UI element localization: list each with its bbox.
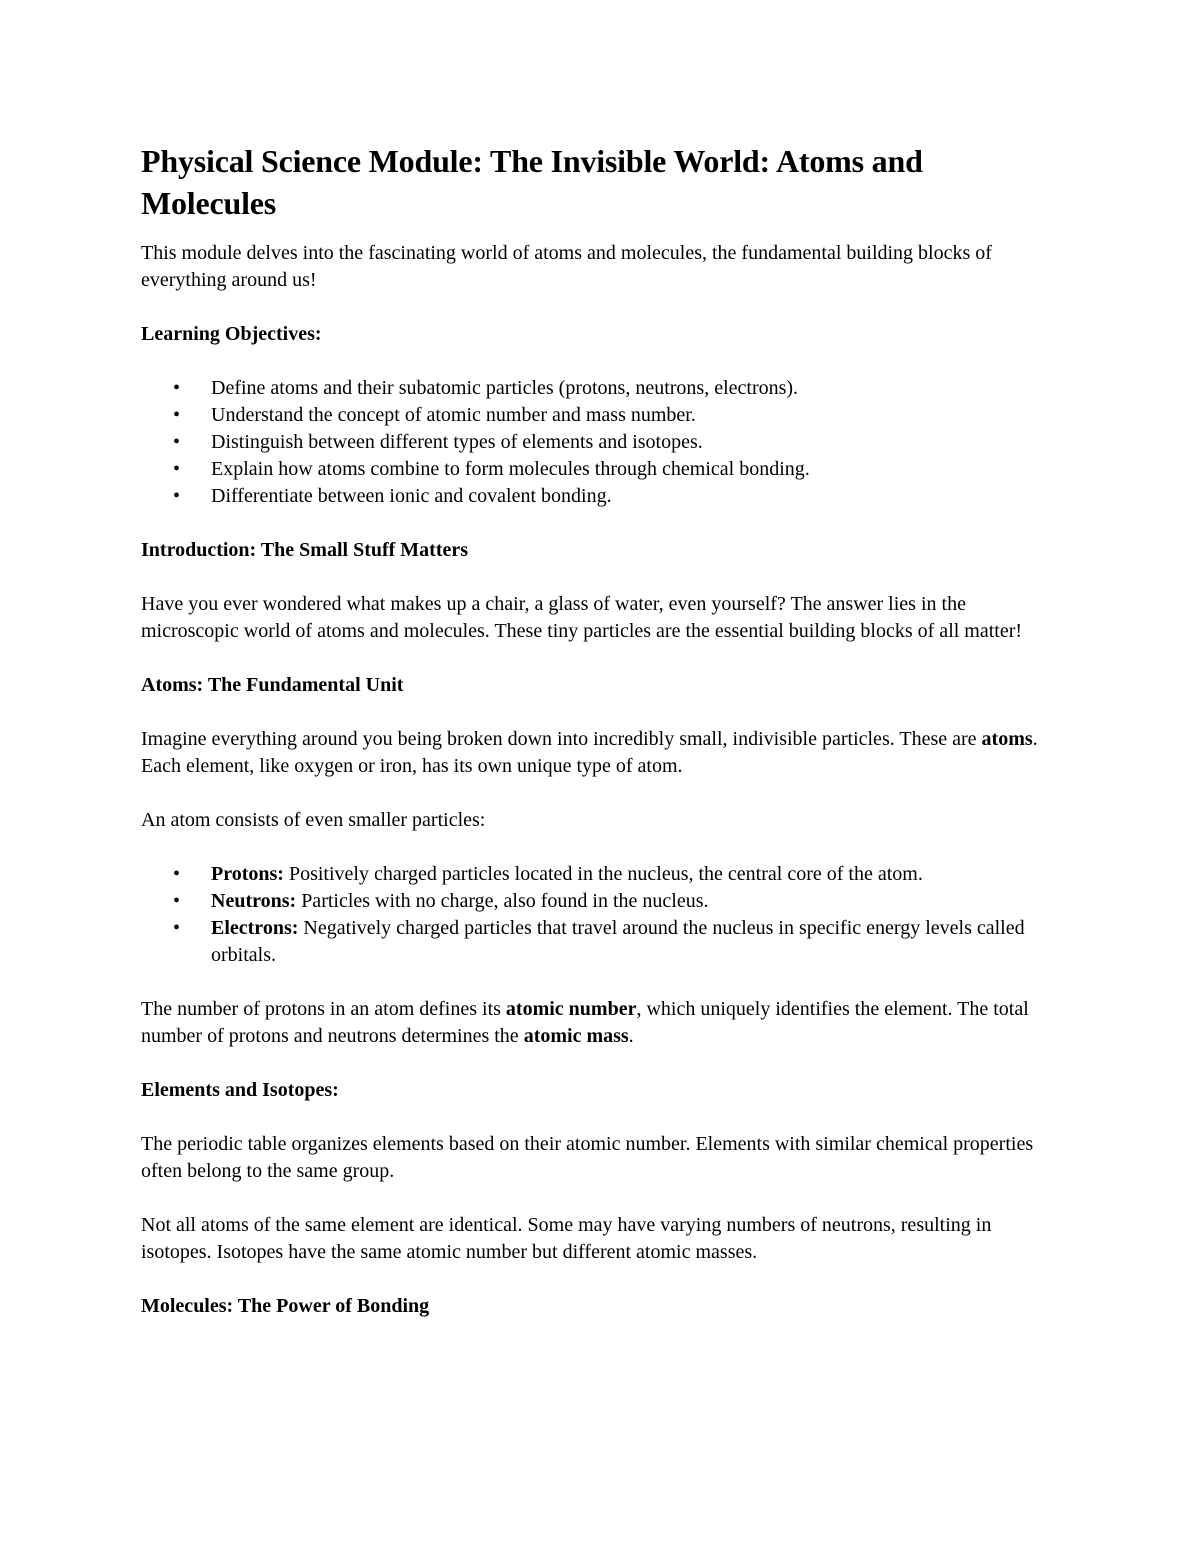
atoms-paragraph-1 (141, 726, 1061, 780)
list-item-text: Define atoms and their subatomic particles (protons, neutrons, electrons). (211, 377, 799, 399)
particle-desc: Negatively charged particles that travel around the nucleus in specific energy levels called orbitals. (211, 917, 1025, 966)
atoms-p1-text-b: . Each element, like oxygen or iron, has its own unique type of atom. (141, 728, 1038, 777)
bullet-icon: • (173, 377, 181, 399)
document-title: Physical Science Module: The Invisible World: Atoms and Molecules (141, 143, 923, 221)
list-item-text: Differentiate between ionic and covalent bonding. (211, 485, 612, 507)
list-item (173, 429, 1061, 456)
document-page (141, 140, 1061, 1347)
bullet-icon: • (173, 863, 181, 885)
atoms-p3-text-a: The number of protons in an atom defines its (141, 998, 506, 1020)
list-item-text: Explain how atoms combine to form molecules through chemical bonding. (211, 458, 810, 480)
bullet-icon: • (173, 917, 181, 939)
list-item (173, 375, 1061, 402)
particle-term: Neutrons: (211, 890, 297, 912)
list-item (173, 456, 1061, 483)
bullet-icon: • (173, 485, 181, 507)
particles-list (141, 861, 1061, 969)
particle-term: Electrons: (211, 917, 299, 939)
list-item-text: Understand the concept of atomic number and mass number. (211, 404, 696, 426)
atomic-mass-term: atomic mass (523, 1025, 629, 1047)
objectives-list (141, 375, 1061, 510)
list-item (173, 483, 1061, 510)
intro-paragraph: This module delves into the fascinating world of atoms and molecules, the fundamental building blocks of everything around us! (141, 242, 992, 291)
bullet-icon: • (173, 458, 181, 480)
list-item (173, 888, 1061, 915)
introduction-paragraph: Have you ever wondered what makes up a chair, a glass of water, even yourself? The answer lies in the microscopic world of atoms and molecules. These tiny particles are the essential building blocks of all matter! (141, 593, 1023, 642)
objectives-heading: Learning Objectives: (141, 323, 322, 345)
elements-heading: Elements and Isotopes: (141, 1079, 339, 1101)
atoms-term: atoms (981, 728, 1033, 750)
elements-paragraph-1: The periodic table organizes elements based on their atomic number. Elements with similar chemical properties often belong to the same group. (141, 1133, 1034, 1182)
particle-desc: Positively charged particles located in the nucleus, the central core of the atom. (283, 863, 923, 885)
introduction-heading: Introduction: The Small Stuff Matters (141, 539, 469, 561)
atoms-p3-text-c: . (628, 1025, 634, 1047)
bullet-icon: • (173, 404, 181, 426)
atoms-p3-text-b: , which uniquely identifies the element. The total number of protons and neutrons determines the (141, 998, 1029, 1047)
list-item (173, 402, 1061, 429)
elements-paragraph-2: Not all atoms of the same element are identical. Some may have varying numbers of neutrons, resulting in isotopes. Isotopes have the same atomic number but different atomic masses. (141, 1214, 992, 1263)
atomic-number-term: atomic number (505, 998, 637, 1020)
list-item (173, 861, 1061, 888)
atoms-heading: Atoms: The Fundamental Unit (141, 674, 404, 696)
list-item-text: Distinguish between different types of elements and isotopes. (211, 431, 703, 453)
particle-desc: Particles with no charge, also found in the nucleus. (296, 890, 709, 912)
bullet-icon: • (173, 431, 181, 453)
atoms-p1-text-a: Imagine everything around you being broken down into incredibly small, indivisible particles. These are (141, 728, 982, 750)
atoms-paragraph-2: An atom consists of even smaller particles: (141, 809, 486, 831)
bullet-icon: • (173, 890, 181, 912)
list-item (173, 915, 1061, 969)
molecules-heading: Molecules: The Power of Bonding (141, 1295, 430, 1317)
particle-term: Protons: (211, 863, 284, 885)
atoms-paragraph-3 (141, 996, 1061, 1050)
